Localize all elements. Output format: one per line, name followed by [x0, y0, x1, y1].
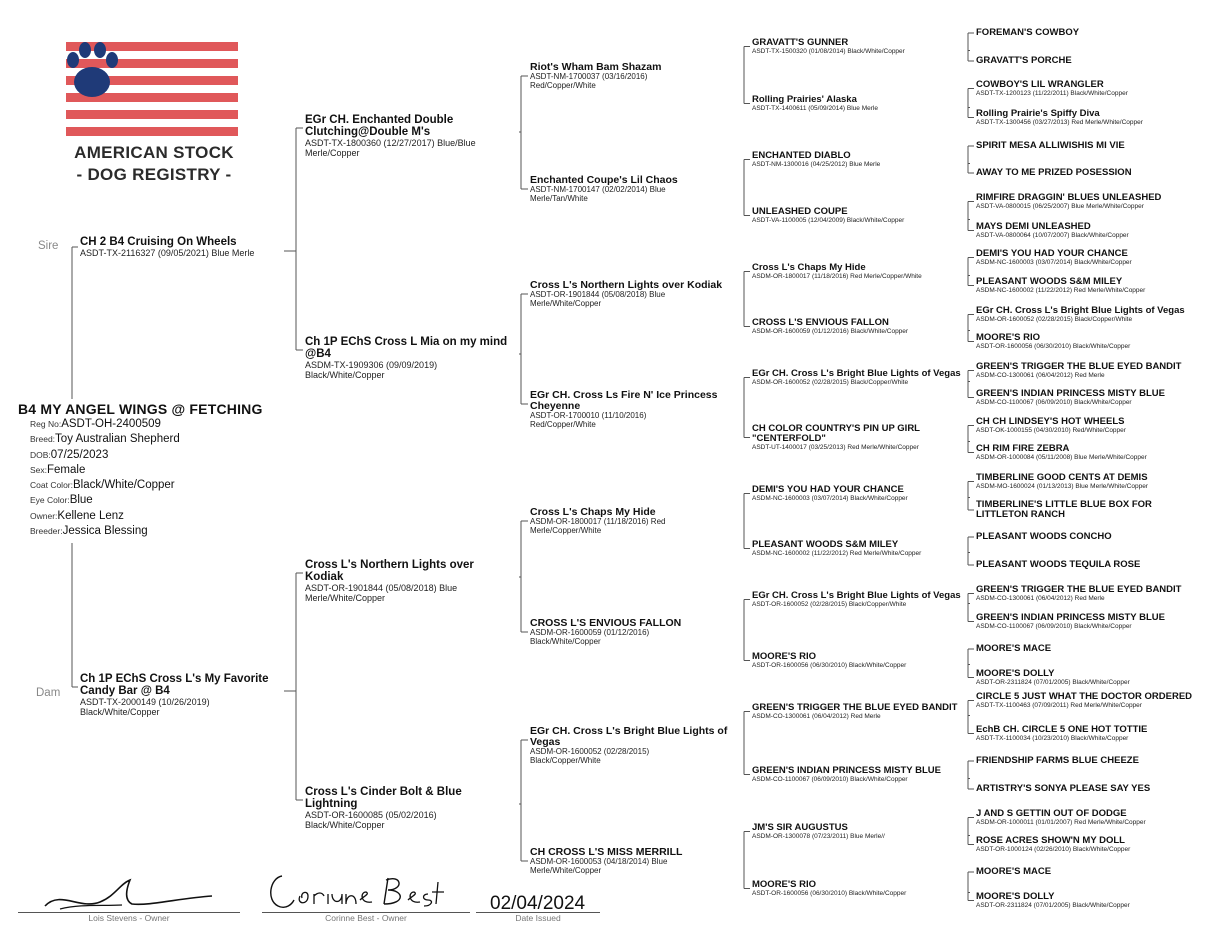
g4-ancestor — [752, 318, 966, 335]
ancestor-registration: ASDT-UT-1400017 (03/25/2013) Red Merle/White/Copper — [752, 443, 919, 451]
g5-ancestor — [976, 277, 1196, 294]
g5-ancestor — [976, 444, 1196, 461]
ancestor-registration: ASDT-VA-0800015 (06/25/2007) Blue Merle/White/Copper — [976, 202, 1144, 210]
ancestor-registration: ASDM-NC-1600003 (03/07/2014) Black/White/Copper — [976, 258, 1132, 266]
subject-detail-row — [30, 509, 263, 524]
ancestor-name: Rolling Prairies' Alaska — [752, 94, 857, 105]
ancestor-registration: ASDT-OR-1600085 (05/02/2016) — [305, 810, 437, 821]
ancestor-registration: ASDM-OR-1600052 (02/28/2015) — [530, 747, 650, 757]
ancestor-registration: ASDT-TX-1300456 (03/27/2013) Red Merle/White/Copper — [976, 118, 1143, 126]
ancestor-name: Cross L's Northern Lights over Kodiak — [305, 559, 474, 584]
subject-detail-value: Black/White/Copper — [73, 479, 175, 492]
g5-ancestor — [976, 473, 1196, 490]
ancestor-name: GREEN'S TRIGGER THE BLUE EYED BANDIT — [752, 702, 958, 713]
ancestor-name: EGr CH. Cross L's Bright Blue Lights of Vegas — [752, 368, 961, 379]
ancestor-name: MOORE'S RIO — [752, 879, 817, 890]
ancestor-name: ARTISTRY'S SONYA PLEASE SAY YES — [976, 783, 1151, 794]
ancestor-registration: Red/Copper/White — [530, 419, 596, 429]
g5-ancestor — [976, 333, 1196, 350]
ancestor-name: PLEASANT WOODS CONCHO — [976, 531, 1112, 542]
ancestor-registration: Merle/White/Copper — [530, 298, 602, 308]
subject-detail-row — [30, 463, 263, 478]
ancestor-name: CH CH LINDSEY'S HOT WHEELS — [976, 416, 1125, 427]
ancestor-registration: ASDM-NC-1600002 (11/22/2012) Red Merle/White/Copper — [752, 549, 922, 557]
subject-detail-label: Breed: — [30, 434, 56, 445]
g5-ancestor — [976, 249, 1196, 266]
ancestor-registration: ASDT-OR-1700010 (11/10/2016) — [530, 411, 647, 421]
ancestor-name: TIMBERLINE GOOD CENTS AT DEMIS — [976, 472, 1148, 483]
g2-ancestor — [305, 114, 515, 158]
ancestor-name: SPIRIT MESA ALLIWISHIS MI VIE — [976, 140, 1125, 151]
g5-ancestor — [976, 222, 1196, 239]
signature-caption-2: Corinne Best - Owner — [325, 913, 407, 923]
g3-ancestor — [530, 280, 740, 309]
ancestor-name: EGr CH. Enchanted Double Clutching@Double M's — [305, 114, 454, 139]
g5-ancestor — [976, 725, 1196, 742]
g5-ancestor — [976, 836, 1196, 853]
g5-ancestor — [976, 756, 1196, 766]
ancestor-name: ENCHANTED DIABLO — [752, 150, 851, 161]
ancestor-registration: ASDT-OR-1600056 (06/30/2010) Black/White/Copper — [752, 661, 907, 669]
signature-caption-1: Lois Stevens - Owner — [88, 913, 170, 923]
ancestor-registration: ASDT-OR-1600056 (06/30/2010) Black/White/Copper — [976, 342, 1131, 350]
g4-ancestor — [752, 880, 966, 897]
g2-ancestor — [305, 336, 515, 380]
ancestor-registration: Merle/Copper/White — [530, 525, 602, 535]
subject-detail-value: Jessica Blessing — [62, 525, 148, 538]
ancestor-name: EchB CH. CIRCLE 5 ONE HOT TOTTIE — [976, 724, 1148, 735]
ancestor-registration: Black/Copper/White — [530, 755, 601, 765]
ancestor-registration: ASDM-OR-1600059 (01/12/2016) — [530, 628, 650, 638]
ancestor-name: GREEN'S TRIGGER THE BLUE EYED BANDIT — [976, 584, 1182, 595]
ancestor-registration: ASDT-OR-1901844 (05/08/2018) Blue — [530, 290, 666, 300]
g4-ancestor — [752, 424, 966, 451]
ancestor-registration: ASDT-OK-1000155 (04/30/2010) Red/White/Copper — [976, 426, 1126, 434]
g5-ancestor — [976, 306, 1196, 323]
ancestor-registration: Black/White/Copper — [305, 820, 385, 831]
subject-detail-value: Female — [47, 463, 86, 476]
ancestor-name: ROSE ACRES SHOW'N MY DOLL — [976, 835, 1125, 846]
ancestor-name: MOORE'S RIO — [976, 332, 1041, 343]
ancestor-registration: ASDT-OR-1000124 (02/26/2010) Black/White/Copper — [976, 845, 1131, 853]
ancestor-name: J AND S GETTIN OUT OF DODGE — [976, 808, 1127, 819]
g1-ancestor — [80, 236, 280, 258]
ancestor-name: CH CROSS L'S MISS MERRILL — [530, 846, 683, 858]
dam-label: Dam — [36, 687, 61, 699]
ancestor-registration: Red/Copper/White — [530, 80, 596, 90]
g4-ancestor — [752, 823, 966, 840]
g5-ancestor — [976, 56, 1196, 66]
ancestor-name: GRAVATT'S PORCHE — [976, 55, 1072, 66]
g5-ancestor — [976, 613, 1196, 630]
g3-ancestor — [530, 618, 740, 647]
ancestor-name: PLEASANT WOODS S&M MILEY — [752, 539, 899, 550]
ancestor-name: MOORE'S MACE — [976, 866, 1052, 877]
g5-ancestor — [976, 532, 1196, 542]
ancestor-name: Enchanted Coupe's Lil Chaos — [530, 174, 678, 186]
g5-ancestor — [976, 560, 1196, 570]
g4-ancestor — [752, 95, 966, 112]
ancestor-registration: ASDT-NM-1700037 (03/16/2016) — [530, 72, 648, 82]
ancestor-name: CROSS L'S ENVIOUS FALLON — [752, 317, 889, 328]
ancestor-name: Ch 1P EChS Cross L Mia on my mind @B4 — [305, 336, 508, 361]
registry-name — [68, 142, 240, 186]
g5-ancestor — [976, 500, 1196, 520]
ancestor-registration: ASDT-VA-1100005 (12/04/2009) Black/White/Copper — [752, 216, 905, 224]
subject-detail-row — [30, 524, 263, 539]
signature-corinne-best — [262, 870, 452, 914]
ancestor-registration: ASDT-NM-1700147 (02/02/2014) Blue — [530, 185, 666, 195]
g1-ancestor — [80, 673, 280, 717]
subject-dog — [18, 401, 263, 539]
ancestor-name: EGr CH. Cross L's Bright Blue Lights of Vegas — [530, 725, 728, 749]
g4-ancestor — [752, 207, 966, 224]
subject-detail-label: Breeder: — [30, 526, 63, 537]
g3-ancestor — [530, 390, 740, 430]
ancestor-registration: ASDM-NC-1600002 (11/22/2012) Red Merle/White/Copper — [976, 286, 1146, 294]
ancestor-registration: ASDT-OR-1600052 (02/28/2015) Black/Copper/White — [752, 600, 907, 608]
g4-ancestor — [752, 263, 966, 280]
subject-detail-label: Eye Color: — [30, 495, 70, 506]
ancestor-registration: ASDT-TX-1500320 (01/08/2014) Black/White/Copper — [752, 47, 905, 55]
ancestor-name: GREEN'S INDIAN PRINCESS MISTY BLUE — [976, 612, 1165, 623]
g5-ancestor — [976, 193, 1196, 210]
date-issued-value: 02/04/2024 — [490, 893, 586, 914]
ancestor-registration: ASDM-CO-1300061 (06/04/2012) Red Merle — [752, 712, 881, 720]
ancestor-registration: ASDM-CO-1300061 (06/04/2012) Red Merle — [976, 594, 1105, 602]
ancestor-registration: Black/White/Copper — [305, 370, 385, 381]
ancestor-registration: ASDM-OR-1600053 (04/18/2014) Blue — [530, 857, 668, 867]
ancestor-registration: ASDM-CO-1100067 (06/09/2010) Black/White/Copper — [752, 775, 908, 783]
g4-ancestor — [752, 38, 966, 55]
ancestor-registration: ASDM-CO-1100067 (06/09/2010) Black/White/Copper — [976, 622, 1132, 630]
ancestor-name: MOORE'S DOLLY — [976, 891, 1055, 902]
ancestor-name: PLEASANT WOODS S&M MILEY — [976, 276, 1123, 287]
ancestor-registration: ASDT-TX-1200123 (11/22/2011) Black/White/Copper — [976, 89, 1128, 97]
g4-ancestor — [752, 766, 966, 783]
subject-detail-label: Reg No: — [30, 419, 62, 429]
ancestor-name: DEMI'S YOU HAD YOUR CHANCE — [976, 248, 1128, 259]
ancestor-registration: ASDM-OR-1300078 (07/23/2011) Blue Merle// — [752, 832, 885, 840]
ancestor-registration: ASDT-OR-1600056 (06/30/2010) Black/White/Copper — [752, 889, 907, 897]
ancestor-registration: ASDM-OR-1000084 (05/11/2008) Blue Merle/White/Copper — [976, 453, 1147, 461]
subject-detail-label: Owner: — [30, 510, 58, 521]
g5-ancestor — [976, 644, 1196, 654]
subject-detail-label: DOB: — [30, 449, 51, 460]
ancestor-name: CH COLOR COUNTRY'S PIN UP GIRL "CENTERFOLD" — [752, 423, 920, 444]
ancestor-registration: ASDT-OR-1901844 (05/08/2018) Blue — [305, 583, 458, 594]
subject-detail-value: ASDT-OH-2400509 — [61, 418, 161, 430]
subject-detail-label: Coat Color: — [30, 480, 73, 491]
ancestor-registration: ASDM-OR-1600059 (01/12/2016) Black/White/Copper — [752, 327, 909, 335]
ancestor-registration: Merle/White/Copper — [530, 865, 602, 875]
ancestor-registration: ASDT-OR-2311824 (07/01/2005) Black/White/Copper — [976, 678, 1130, 686]
ancestor-registration: ASDT-TX-1100463 (07/09/2011) Red Merle/White/Copper — [976, 701, 1142, 709]
ancestor-name: MOORE'S RIO — [752, 651, 817, 662]
g5-ancestor — [976, 692, 1196, 709]
g5-ancestor — [976, 389, 1196, 406]
ancestor-name: FRIENDSHIP FARMS BLUE CHEEZE — [976, 755, 1139, 766]
ancestor-registration: Merle/Tan/White — [530, 193, 588, 203]
signature-lois-stevens — [40, 876, 220, 916]
ancestor-name: Riot's Wham Bam Shazam — [530, 61, 662, 73]
g5-ancestor — [976, 585, 1196, 602]
g5-ancestor — [976, 362, 1196, 379]
ancestor-name: EGr CH. Cross Ls Fire N' Ice Princess Cheyenne — [530, 389, 718, 413]
g4-ancestor — [752, 151, 966, 168]
g5-ancestor — [976, 28, 1196, 38]
g2-ancestor — [305, 559, 515, 603]
ancestor-name: JM'S SIR AUGUSTUS — [752, 822, 848, 833]
ancestor-registration: ASDM-CO-1100067 (06/09/2010) Black/White/Copper — [976, 398, 1132, 406]
ancestor-name: AWAY TO ME PRIZED POSESSION — [976, 167, 1132, 178]
subject-detail-row — [30, 493, 263, 508]
g5-ancestor — [976, 168, 1196, 178]
paw-flag-icon — [66, 42, 238, 136]
g3-ancestor — [530, 62, 740, 91]
ancestor-registration: ASDT-TX-1800360 (12/27/2017) Blue/Blue — [305, 138, 476, 149]
ancestor-registration: ASDM-OR-1800017 (11/18/2016) Red — [530, 517, 666, 527]
ancestor-registration: ASDM-NC-1600003 (03/07/2014) Black/White/Copper — [752, 494, 908, 502]
ancestor-registration: ASDM-OR-1000011 (01/01/2007) Red Merle/White/Copper — [976, 818, 1146, 826]
ancestor-name: MOORE'S MACE — [976, 643, 1052, 654]
ancestor-name: Ch 1P EChS Cross L's My Favorite Candy Bar @ B4 — [80, 673, 269, 698]
subject-detail-row — [30, 432, 263, 447]
sire-label: Sire — [38, 240, 59, 252]
ancestor-registration: ASDT-VA-0800064 (10/07/2007) Black/White/Copper — [976, 231, 1129, 239]
g5-ancestor — [976, 669, 1196, 686]
g3-ancestor — [530, 175, 740, 204]
ancestor-registration: ASDT-TX-1100034 (10/23/2010) Black/White/Copper — [976, 734, 1129, 742]
subject-detail-row — [30, 448, 263, 463]
ancestor-name: MOORE'S DOLLY — [976, 668, 1055, 679]
g5-ancestor — [976, 892, 1196, 909]
g5-ancestor — [976, 80, 1196, 97]
g3-ancestor — [530, 726, 740, 766]
g2-ancestor — [305, 786, 515, 830]
ancestor-name: GREEN'S INDIAN PRINCESS MISTY BLUE — [976, 388, 1165, 399]
date-issued-caption: Date Issued — [515, 913, 561, 923]
ancestor-name: GREEN'S INDIAN PRINCESS MISTY BLUE — [752, 765, 941, 776]
g5-ancestor — [976, 867, 1196, 877]
registry-name-line2: - DOG REGISTRY - — [76, 165, 232, 184]
ancestor-name: GREEN'S TRIGGER THE BLUE EYED BANDIT — [976, 361, 1182, 372]
ancestor-registration: ASDT-TX-1400611 (05/09/2014) Blue Merle — [752, 104, 878, 112]
ancestor-registration: ASDT-TX-2116327 (09/05/2021) Blue Merle — [80, 248, 255, 259]
ancestor-name: Rolling Prairie's Spiffy Diva — [976, 108, 1100, 119]
g4-ancestor — [752, 485, 966, 502]
registry-name-line1: AMERICAN STOCK — [74, 143, 234, 162]
ancestor-registration: Black/White/Copper — [80, 707, 160, 718]
g5-ancestor — [976, 109, 1196, 126]
g4-ancestor — [752, 540, 966, 557]
ancestor-registration: ASDM-CO-1300061 (06/04/2012) Red Merle — [976, 371, 1105, 379]
ancestor-name: CH RIM FIRE ZEBRA — [976, 443, 1070, 454]
ancestor-registration: Black/White/Copper — [530, 636, 601, 646]
ancestor-name: Cross L's Chaps My Hide — [752, 262, 866, 273]
subject-detail-value: Toy Australian Shepherd — [55, 433, 180, 446]
g5-ancestor — [976, 809, 1196, 826]
g3-ancestor — [530, 507, 740, 536]
g5-ancestor — [976, 417, 1196, 434]
ancestor-name: GRAVATT'S GUNNER — [752, 37, 849, 48]
ancestor-name: EGr CH. Cross L's Bright Blue Lights of Vegas — [752, 590, 961, 601]
ancestor-registration: Merle/White/Copper — [305, 593, 386, 604]
g4-ancestor — [752, 591, 966, 608]
ancestor-registration: ASDM-OR-1600052 (02/28/2015) Black/Copper/White — [976, 315, 1133, 323]
ancestor-name: FOREMAN'S COWBOY — [976, 27, 1080, 38]
ancestor-name: Cross L's Northern Lights over Kodiak — [530, 279, 723, 291]
ancestor-registration: ASDM-OR-1600052 (02/28/2015) Black/Copper/White — [752, 378, 909, 386]
ancestor-name: UNLEASHED COUPE — [752, 206, 848, 217]
ancestor-registration: ASDT-NM-1300016 (04/25/2012) Blue Merle — [752, 160, 881, 168]
g3-ancestor — [530, 847, 740, 876]
ancestor-name: CROSS L'S ENVIOUS FALLON — [530, 617, 682, 629]
subject-detail-row — [30, 478, 263, 493]
ancestor-registration: ASDT-TX-2000149 (10/26/2019) — [80, 697, 210, 708]
ancestor-name: TIMBERLINE'S LITTLE BLUE BOX FOR LITTLETON RANCH — [976, 499, 1152, 520]
subject-detail-label: Sex: — [30, 464, 48, 475]
subject-name: B4 MY ANGEL WINGS @ FETCHING — [18, 401, 263, 417]
ancestor-registration: Merle/Copper — [305, 148, 360, 159]
ancestor-name: MAYS DEMI UNLEASHED — [976, 221, 1091, 232]
subject-detail-value: 07/25/2023 — [50, 448, 109, 461]
ancestor-name: CIRCLE 5 JUST WHAT THE DOCTOR ORDERED — [976, 691, 1193, 702]
ancestor-name: COWBOY'S LIL WRANGLER — [976, 79, 1104, 90]
ancestor-name: PLEASANT WOODS TEQUILA ROSE — [976, 559, 1141, 570]
subject-details — [18, 417, 263, 539]
subject-detail-value: Kellene Lenz — [57, 509, 124, 522]
g4-ancestor — [752, 369, 966, 386]
g5-ancestor — [976, 784, 1196, 794]
ancestor-registration: ASDM-MO-1600024 (01/13/2013) Blue Merle/White/Copper — [976, 482, 1148, 490]
ancestor-name: Cross L's Cinder Bolt & Blue Lightning — [305, 786, 462, 811]
g5-ancestor — [976, 141, 1196, 151]
ancestor-name: CH 2 B4 Cruising On Wheels — [80, 236, 237, 248]
ancestor-name: DEMI'S YOU HAD YOUR CHANCE — [752, 484, 904, 495]
ancestor-name: EGr CH. Cross L's Bright Blue Lights of Vegas — [976, 305, 1185, 316]
ancestor-registration: ASDM-OR-1800017 (11/18/2016) Red Merle/Copper/White — [752, 272, 922, 280]
ancestor-registration: ASDT-OR-2311824 (07/01/2005) Black/White/Copper — [976, 901, 1130, 909]
ancestor-registration: ASDM-TX-1909306 (09/09/2019) — [305, 360, 438, 371]
ancestor-name: RIMFIRE DRAGGIN' BLUES UNLEASHED — [976, 192, 1162, 203]
g4-ancestor — [752, 652, 966, 669]
ancestor-name: Cross L's Chaps My Hide — [530, 506, 656, 518]
g4-ancestor — [752, 703, 966, 720]
subject-detail-value: Blue — [69, 494, 93, 507]
subject-detail-row — [30, 417, 263, 432]
